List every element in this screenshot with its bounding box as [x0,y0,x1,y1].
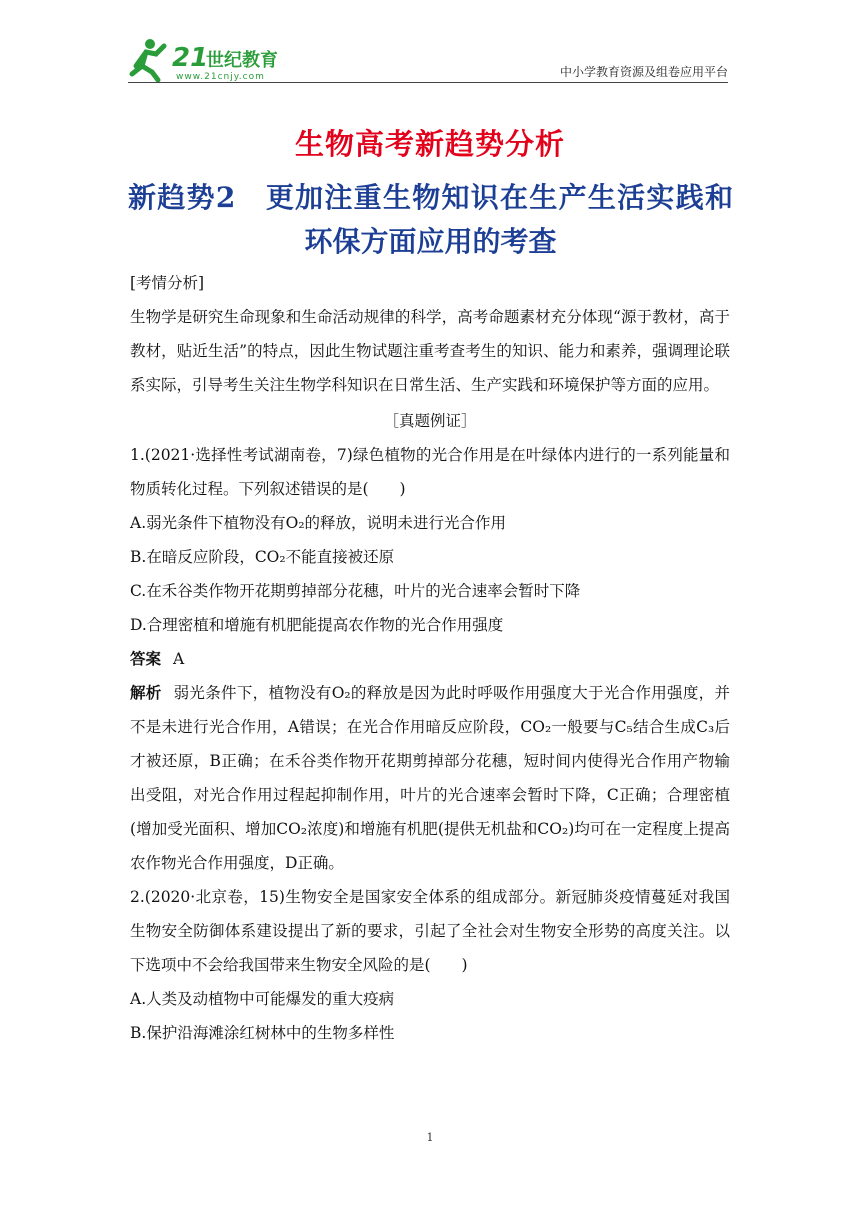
question-1-option-a: A.弱光条件下植物没有O₂的释放，说明未进行光合作用 [130,514,507,532]
explanation-label: 解析 [130,684,162,702]
subtitle-line-2: 环保方面应用的考查 [304,225,557,258]
explanation-text: 弱光条件下，植物没有O₂的释放是因为此时呼吸作用强度大于光合作用强度，并不是未进行光合作用，A错误；在光合作用暗反应阶段，CO₂一般要与C₅结合生成C₃后才被还原，B正确；在禾谷类作物开花期剪掉部分花穗，短时间内使得光合作用产物输出受阻，对光合作用过程起抑制作用，叶片的光合速率会暂时下降，C正确；合理密植(增加受光面积、增加CO₂浓度)和增施有机肥(提供无机盐和CO₂)均可在一定程度上提高农作物光合作用强度，D正确。 [130,684,730,872]
svg-text:21: 21 [172,43,209,73]
platform-text: 中小学教育资源及组卷应用平台 [559,65,728,79]
question-1-explanation [130,676,730,880]
question-1-option-d: D.合理密植和增施有机肥能提高农作物的光合作用强度 [130,616,504,634]
page-number: 1 [426,1131,434,1144]
answer-value: A [173,650,185,668]
question-1-option-b: B.在暗反应阶段，CO₂不能直接被还原 [130,548,395,566]
question-2-stem: 2.(2020·北京卷，15)生物安全是国家安全体系的组成部分。新冠肺炎疫情蔓延对我国生物安全防御体系建设提出了新的要求，引起了全社会对生物安全形势的高度关注。以下选项中不会给我国带来生物安全风险的是( ) [130,888,730,974]
header-divider [128,82,728,83]
question-1-option-c: C.在禾谷类作物开花期剪掉部分花穗，叶片的光合速率会暂时下降 [130,582,581,600]
page-header [128,36,728,84]
section-heading: ［真题例证］ [383,412,477,430]
page-title: 生物高考新趋势分析 [294,127,565,161]
subtitle-line-1: 新趋势2 更加注重生物知识在生产生活实践和 [128,181,733,214]
page-subtitle [128,176,733,264]
analysis-paragraph: 生物学是研究生命现象和生命活动规律的科学，高考命题素材充分体现“源于教材，高于教材，贴近生活”的特点，因此生物试题注重考查考生的知识、能力和素养，强调理论联系实际，引导考生关注生物学科知识在日常生活、生产实践和环境保护等方面的应用。 [130,308,730,394]
svg-text:www.21cnjy.com: www.21cnjy.com [176,72,265,82]
question-1-answer [130,642,730,676]
question-2-option-b: B.保护沿海滩涂红树林中的生物多样性 [130,1024,395,1042]
main-content [130,266,730,1050]
analysis-heading: [考情分析] [130,274,205,292]
svg-text:世纪教育: 世纪教育 [206,50,278,71]
logo-21cnjy [128,36,298,82]
answer-label: 答案 [130,650,162,668]
question-1-stem: 1.(2021·选择性考试湖南卷，7)绿色植物的光合作用是在叶绿体内进行的一系列能量和物质转化过程。下列叙述错误的是( ) [130,446,730,498]
question-2-option-a: A.人类及动植物中可能爆发的重大疫病 [130,990,395,1008]
